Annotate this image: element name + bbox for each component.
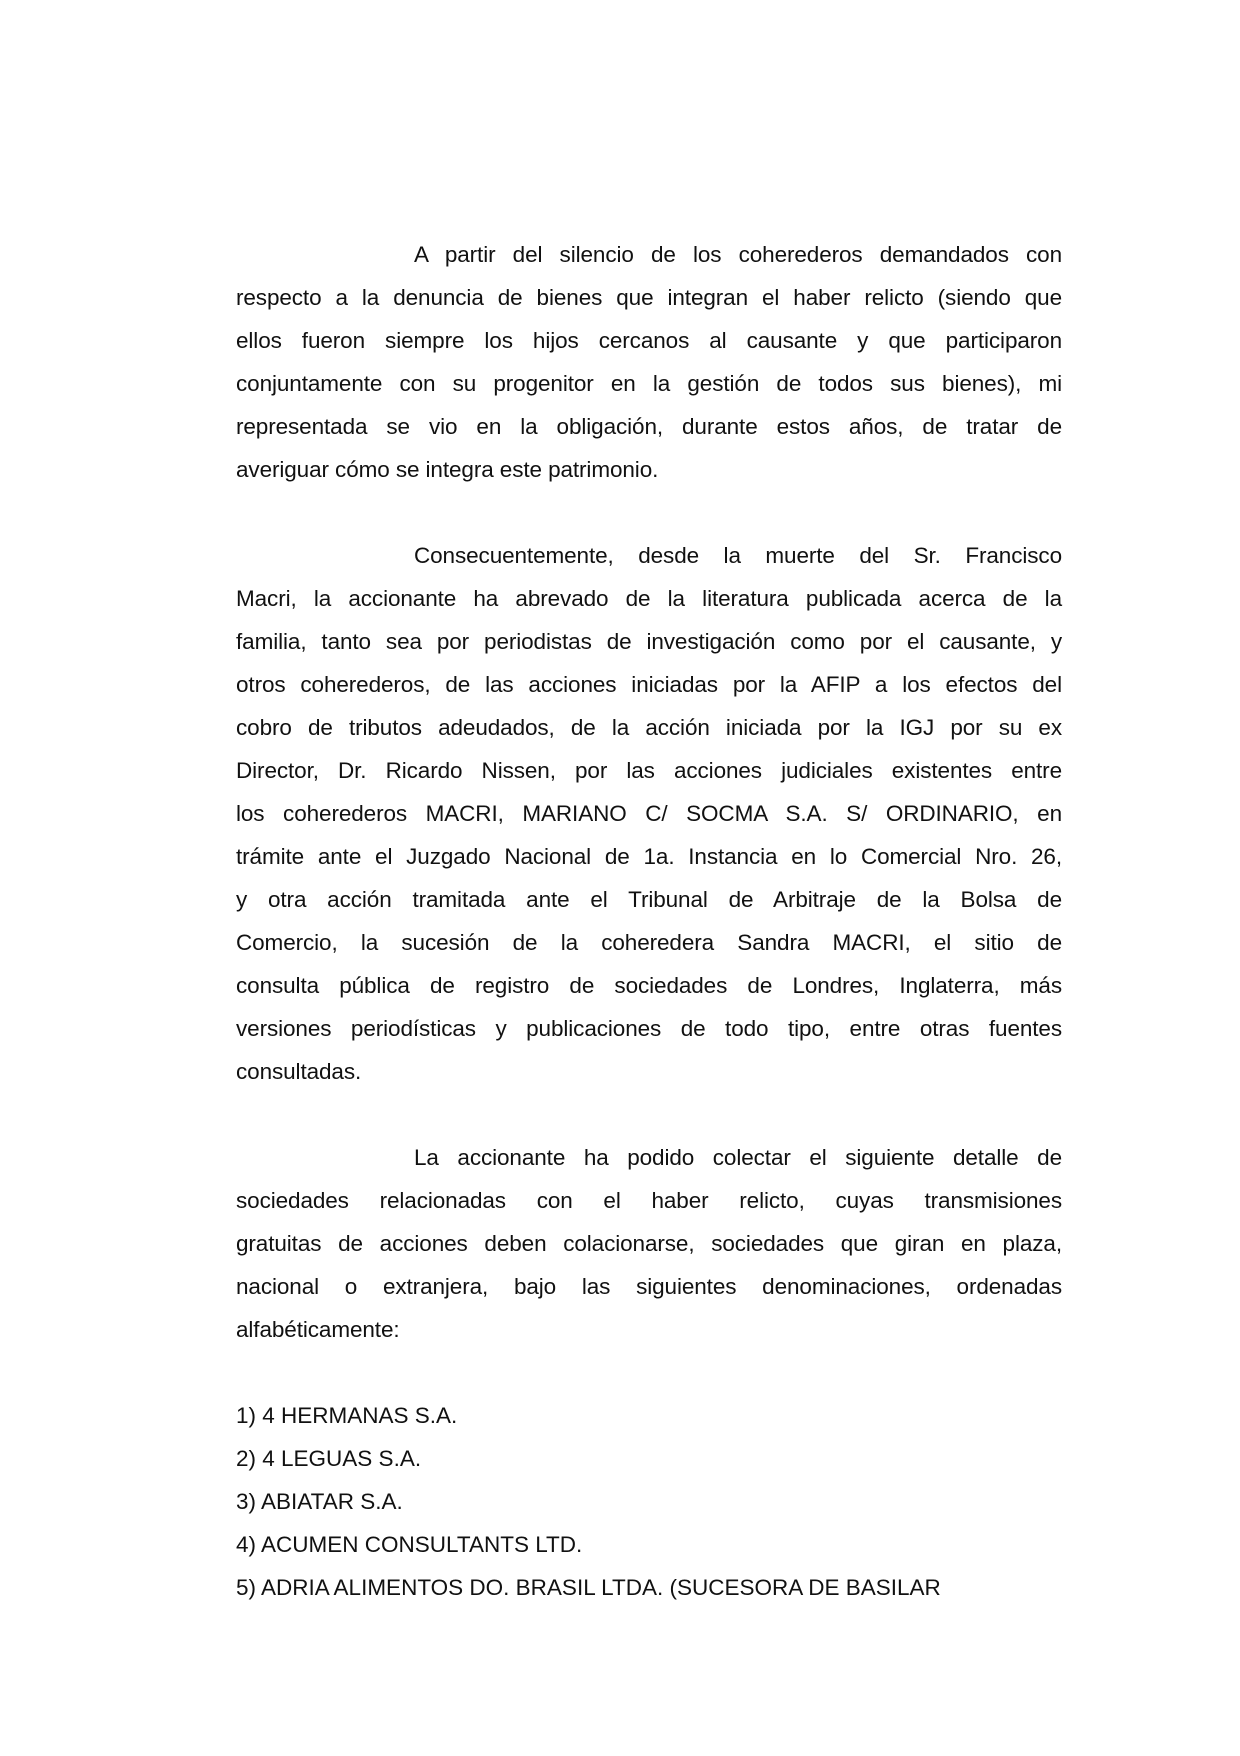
paragraph-line: trámite ante el Juzgado Nacional de 1a. Instancia en lo Comercial Nro. 26, xyxy=(236,844,1062,869)
paragraph-line: ellos fueron siempre los hijos cercanos al causante y que participaron xyxy=(236,328,1062,353)
company-list-item: 2) 4 LEGUAS S.A. xyxy=(236,1446,422,1471)
paragraph-line: respecto a la denuncia de bienes que integran el haber relicto (siendo que xyxy=(236,285,1062,310)
company-list-item: 1) 4 HERMANAS S.A. xyxy=(236,1403,458,1428)
paragraph-spacer xyxy=(236,1093,1062,1136)
paragraph-fuentes-consultadas xyxy=(236,534,1062,1093)
paragraph-line: consulta pública de registro de sociedades de Londres, Inglaterra, más xyxy=(236,973,1062,998)
paragraph-line: familia, tanto sea por periodistas de investigación como por el causante, y xyxy=(236,629,1062,654)
paragraph-line: A partir del silencio de los coherederos demandados con xyxy=(414,242,1062,267)
paragraph-line: alfabéticamente: xyxy=(236,1317,400,1342)
paragraph-line: sociedades relacionadas con el haber relicto, cuyas transmisiones xyxy=(236,1188,1062,1213)
paragraph-line: y otra acción tramitada ante el Tribunal de Arbitraje de la Bolsa de xyxy=(236,887,1062,912)
paragraph-line: averiguar cómo se integra este patrimonio. xyxy=(236,457,659,482)
paragraph-line: Comercio, la sucesión de la coheredera Sandra MACRI, el sitio de xyxy=(236,930,1062,955)
paragraph-line: Director, Dr. Ricardo Nissen, por las acciones judiciales existentes entre xyxy=(236,758,1062,783)
paragraph-line: cobro de tributos adeudados, de la acción iniciada por la IGJ por su ex xyxy=(236,715,1062,740)
paragraph-silencio-coherederos xyxy=(236,233,1062,491)
company-list-item: 3) ABIATAR S.A. xyxy=(236,1489,403,1514)
paragraph-line: los coherederos MACRI, MARIANO C/ SOCMA S.A. S/ ORDINARIO, en xyxy=(236,801,1062,826)
paragraph-line: Consecuentemente, desde la muerte del Sr. Francisco xyxy=(414,543,1062,568)
document-page xyxy=(236,233,1062,1609)
paragraph-line: gratuitas de acciones deben colacionarse, sociedades que giran en plaza, xyxy=(236,1231,1062,1256)
paragraph-detalle-sociedades xyxy=(236,1136,1062,1351)
paragraph-line: nacional o extranjera, bajo las siguientes denominaciones, ordenadas xyxy=(236,1274,1062,1299)
company-list-item: 4) ACUMEN CONSULTANTS LTD. xyxy=(236,1532,583,1557)
paragraph-line: versiones periodísticas y publicaciones de todo tipo, entre otras fuentes xyxy=(236,1016,1062,1041)
paragraph-line: consultadas. xyxy=(236,1059,362,1084)
company-list-item: 5) ADRIA ALIMENTOS DO. BRASIL LTDA. (SUCESORA DE BASILAR xyxy=(236,1575,941,1600)
paragraph-line: Macri, la accionante ha abrevado de la literatura publicada acerca de la xyxy=(236,586,1062,611)
paragraph-line: La accionante ha podido colectar el siguiente detalle de xyxy=(414,1145,1062,1170)
company-list xyxy=(236,1394,1062,1609)
paragraph-line: otros coherederos, de las acciones iniciadas por la AFIP a los efectos del xyxy=(236,672,1062,697)
paragraph-spacer xyxy=(236,491,1062,534)
paragraph-line: conjuntamente con su progenitor en la gestión de todos sus bienes), mi xyxy=(236,371,1062,396)
paragraph-line: representada se vio en la obligación, durante estos años, de tratar de xyxy=(236,414,1062,439)
paragraph-spacer xyxy=(236,1351,1062,1394)
